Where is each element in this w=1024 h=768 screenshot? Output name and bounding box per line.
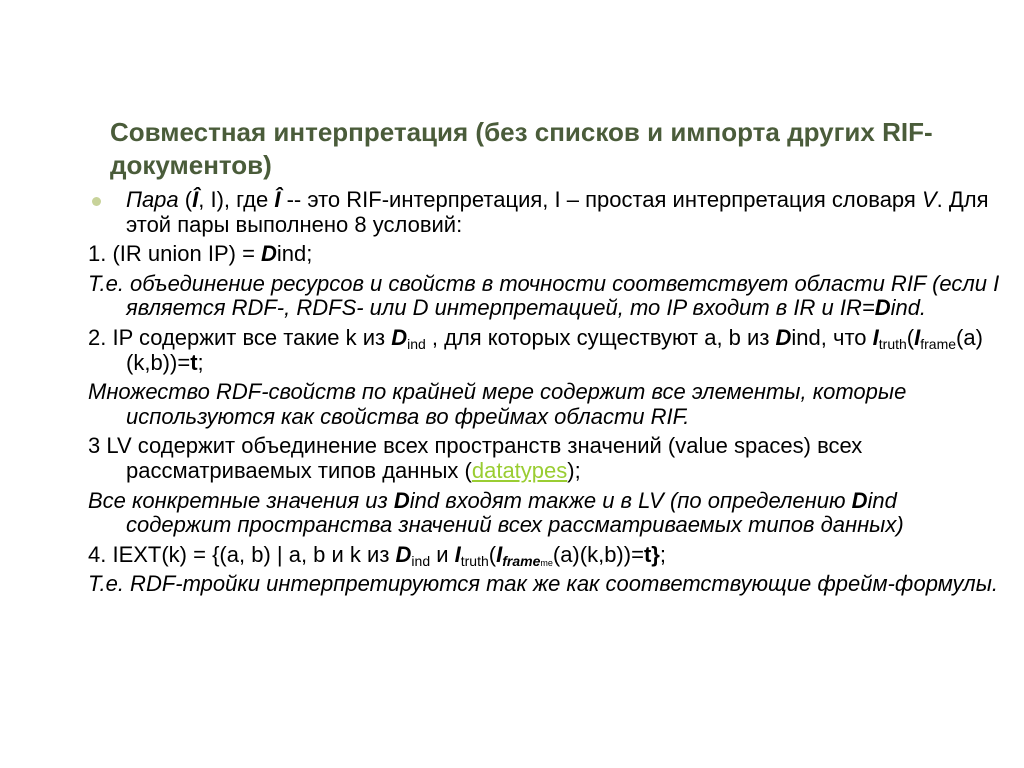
- text: , I), где: [198, 187, 275, 212]
- text: (: [488, 541, 497, 567]
- text: t: [643, 541, 652, 567]
- subscript: frame: [502, 552, 541, 569]
- text: -- это RIF-интерпретация, I – простая интерпретация словаря: [280, 187, 922, 212]
- text: 2. IP содержит все такие k из: [88, 324, 392, 350]
- text: ind, что: [791, 324, 873, 350]
- subscript: me: [540, 557, 553, 568]
- text: 4. IEXT(k) = {(a, b) | a, b и k из: [88, 541, 396, 567]
- text: ;: [659, 541, 666, 567]
- text: D: [391, 324, 408, 350]
- text: Все конкретные значения из: [88, 487, 394, 513]
- text: D: [261, 241, 277, 267]
- condition-2: [88, 326, 1008, 375]
- text: t: [190, 349, 198, 375]
- condition-2-explanation: [88, 380, 1008, 429]
- text: D: [393, 487, 410, 513]
- text: (a)(k,b))=: [126, 324, 983, 375]
- text: . Для этой пары выполнено 8 условий:: [126, 187, 989, 237]
- text: Т.е. объединение ресурсов и свойств в точности соответствует области RIF (если I является RDF-, RDFS- или D интерпретацией, то IP входит в IR и IR=: [88, 270, 1000, 321]
- condition-3-explanation: [88, 489, 1008, 538]
- text: V: [921, 187, 937, 212]
- text: Пара: [126, 187, 179, 212]
- subscript: ind: [411, 552, 431, 569]
- subscript: ind: [407, 335, 426, 352]
- text: ind содержит пространства значений всех рассматриваемых типов данных): [126, 487, 904, 538]
- text: D: [775, 324, 792, 350]
- subscript: truth: [460, 552, 489, 569]
- text: I: [454, 541, 461, 567]
- condition-3: [88, 434, 1008, 483]
- text: ;: [197, 349, 204, 375]
- slide-title: Совместная интерпретация (без списков и импорта других RIF-документов): [110, 117, 933, 180]
- condition-4-explanation: [88, 572, 1008, 597]
- text: I: [496, 541, 503, 567]
- text: ind входят также и в LV (по определению: [409, 487, 852, 513]
- text: (a)(k,b))=: [552, 541, 644, 567]
- text: D: [395, 541, 412, 567]
- text: ind.: [890, 295, 927, 321]
- condition-4: [88, 543, 1008, 568]
- text: Î: [192, 187, 199, 212]
- text: I: [914, 324, 921, 350]
- text: Î: [274, 187, 281, 212]
- text: , для которых существуют a, b из: [425, 324, 776, 350]
- datatypes-link[interactable]: datatypes: [471, 457, 568, 483]
- text: D: [851, 487, 868, 513]
- condition-1: [88, 242, 1008, 267]
- slide-body: [88, 188, 1008, 602]
- text: );: [567, 457, 581, 483]
- text: (: [906, 324, 915, 350]
- text: 1. (IR union IP) =: [88, 241, 262, 267]
- text: (: [178, 187, 193, 212]
- text: }: [651, 541, 660, 567]
- text: I: [872, 324, 879, 350]
- text: ind;: [276, 241, 313, 267]
- text: 3 LV содержит объединение всех пространств значений (value spaces) всех рассматриваемых типов данных (: [88, 433, 863, 483]
- condition-1-explanation: [88, 272, 1008, 321]
- text: Множество RDF-свойств по крайней мере содержит все элементы, которые используются как свойства во фреймах области RIF.: [88, 379, 907, 429]
- bullet-paragraph: [88, 188, 1008, 237]
- subscript: frame: [920, 335, 957, 352]
- text: и: [430, 541, 455, 567]
- subscript: truth: [878, 335, 907, 352]
- bullet-icon: [92, 197, 101, 206]
- text: Т.е. RDF-тройки интерпретируются так же как соответствующие фрейм-формулы.: [88, 571, 998, 597]
- text: D: [874, 295, 891, 321]
